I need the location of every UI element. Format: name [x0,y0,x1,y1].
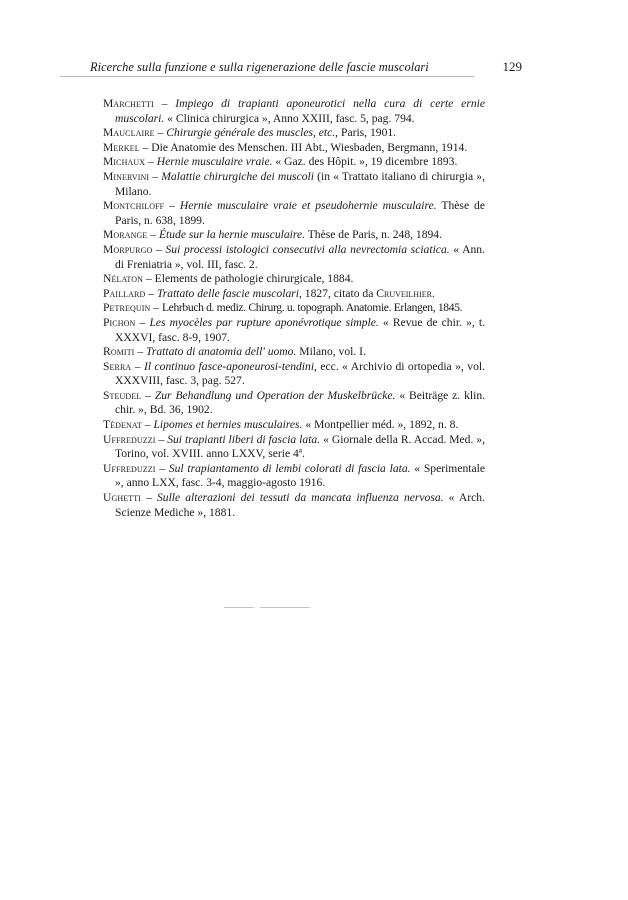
bibliography-entry [103,155,485,170]
bibliography-entry [103,199,485,228]
entry-author: Marchetti [103,97,154,110]
entry-details: Elements de pathologie chirurgicale, 1884. [154,272,354,286]
entry-author: Petrequin [103,301,151,315]
entry-title: Chirurgie générale des muscles, etc., [166,126,339,140]
entry-details: Die Anatomie des Menschen. III Abt., Wiesbaden, Bergmann, 1914. [151,140,468,154]
entry-title: Hernie musculaire vraie et pseudohernie musculaire. [179,199,437,213]
entry-separator: – [145,155,157,169]
entry-separator: – [147,228,159,242]
entry-author: Michaux [103,155,146,169]
bibliography-entry [103,360,485,389]
entry-author: Steudel [103,388,142,402]
bibliography-entry [103,491,485,520]
header-rule [60,76,474,77]
entry-title: Sul trapiantamento di lembi colorati di fascia lata. [168,461,411,475]
entry-details: (in « Trattato italiano di chirurgia », Milano. [115,169,486,198]
entry-separator: – [149,169,162,183]
entry-details: « Gaz. des Hôpit. », 19 dicembre 1893. [272,155,458,169]
entry-separator: – [140,491,157,505]
entry-details: « Ann. di Freniatria », vol. III, fasc. 2. [115,242,485,271]
entry-author: Morpurgo [103,242,153,256]
running-head-title: Ricerche sulla funzione e sulla rigenerazione delle fascie muscolari [90,60,429,74]
entry-separator: – [164,199,180,213]
entry-separator: – [145,286,157,300]
entry-details: « Giornale della R. Accad. Med. », Torino, vol. XVIII. anno LXXV, serie 4ª. [115,432,486,461]
entry-separator: – [155,461,169,475]
entry-details: 1827, citato da [301,286,377,300]
entry-details: Thèse de Paris, n. 638, 1899. [115,199,485,227]
entry-title: Sui trapianti liberi di fascia lata. [167,432,321,446]
entry-separator: – [134,345,147,359]
bibliography-entry [103,301,485,316]
entry-title: Trattato delle fascie muscolari, [156,286,302,300]
bibliography-entry [103,462,485,491]
bibliography-entry [103,316,485,345]
bibliography-entry [103,433,485,462]
entry-details: « Revue de chir. », t. XXXVI, fasc. 8-9, 1907. [115,315,486,344]
bibliography-entry [103,141,485,156]
entry-separator: – [139,140,152,154]
page-number: 129 [502,59,522,74]
entry-author: Minervini [103,169,150,183]
entry-separator: – [131,359,144,373]
entry-author: Montchiloff [103,199,165,213]
entry-author: Uffreduzzi [103,461,156,475]
entry-title: Étude sur la hernie musculaire. [158,228,306,242]
entry-title: Hernie musculaire vraie. [156,155,273,169]
entry-separator: – [141,388,155,402]
cited-author: Cruveilhier. [376,286,435,300]
entry-title: Lipomes et hernies musculaires. [153,418,303,432]
entry-author: Mauclaire [103,126,155,140]
entry-author: Serra [103,359,132,373]
entry-author: Paillard [103,286,146,300]
bibliography-entry [103,287,485,302]
bibliography-entry [103,418,485,433]
entry-details: « Clinica chirurgica », Anno XXIII, fasc. 5, pag. 794. [164,111,415,125]
entry-title: Trattato di anatomia dell' uomo. [146,345,297,359]
bibliography-entry [103,389,485,418]
entry-details: Paris, 1901. [338,126,397,140]
entry-separator: – [150,301,162,315]
bibliography-entry [103,228,485,243]
entry-title: Impiego di trapianti aponeurotici nella cura di certe ernie muscolari. [115,97,485,125]
entry-title: Les myocèles par rupture aponévrotique simple. [149,315,379,329]
entry-separator: – [155,432,168,446]
entry-author: Nélaton [103,272,144,286]
bibliography-entry [103,272,485,287]
bibliography-entry [103,126,485,141]
entry-title: Zur Behandlung und Operation der Muskelbrücke. [154,388,396,402]
entry-details: Milano, vol. I. [296,345,366,359]
entry-author: Tédenat [103,418,142,432]
entry-details: « Sperimentale », anno LXX, fasc. 3-4, maggio-agosto 1916. [115,461,486,490]
entry-author: Romiti [103,345,135,359]
entry-author: Uffreduzzi [103,432,156,446]
entry-title: Sui processi istologici consecutivi alla nevrectomia sciatica. [165,242,450,256]
entry-author: Merkel [103,140,140,154]
entry-details: Thèse de Paris, n. 248, 1894. [305,228,442,242]
entry-author: Morange [103,228,148,242]
entry-details: « Beiträge z. klin. chir. », Bd. 36, 1902. [115,388,486,417]
entry-details: « Arch. Scienze Mediche », 1881. [115,491,486,519]
bibliography-entry [103,345,485,360]
end-ornament [224,606,310,610]
entry-separator: – [141,418,154,432]
entry-author: Ughetti [103,491,141,505]
entry-author: Pichon [103,315,136,329]
entry-details: « Montpellier méd. », 1892, n. 8. [302,418,459,432]
entry-details: ecc. « Archivio di ortopedia », vol. XXXVIII, fasc. 3, pag. 527. [115,359,485,388]
entry-title: Il continuo fasce-aponeurosi-tendini, [144,359,317,373]
entry-title: Malattie chirurgiche dei muscoli [161,169,314,183]
entry-separator: – [152,242,166,256]
entry-separator: – [153,97,176,110]
bibliography-list [103,97,485,520]
entry-separator: – [135,315,150,329]
entry-details: Lehrbuch d. mediz. Chirurg. u. topograph. Anatomie. Erlangen, 1845. [161,301,463,315]
entry-title: Sulle alterazioni dei tessuti da mancata influenza nervosa. [156,491,444,505]
entry-separator: – [154,126,167,140]
bibliography-entry [103,170,485,199]
bibliography-entry [103,243,485,272]
bibliography-entry [103,97,485,126]
entry-separator: – [143,272,155,286]
